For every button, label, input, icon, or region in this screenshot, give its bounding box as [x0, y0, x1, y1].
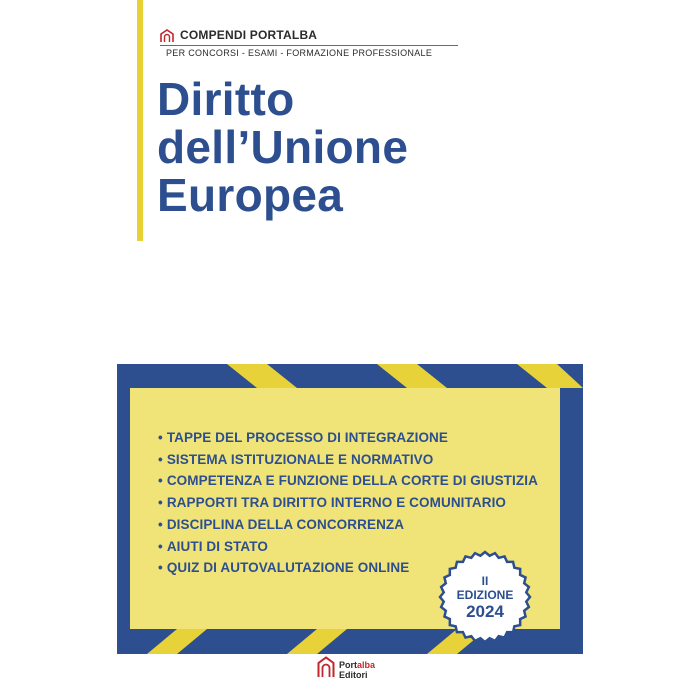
book-cover: [117, 0, 583, 700]
edition-seal: [437, 549, 533, 645]
title-line-2: dell’Unione: [157, 121, 409, 173]
topic-item: • AIUTI DI STATO: [158, 538, 268, 554]
edition-label: EDIZIONE: [456, 588, 514, 602]
topic-item: • QUIZ DI AUTOVALUTAZIONE ONLINE: [158, 560, 410, 576]
series-name: COMPENDI PORTALBA: [180, 28, 318, 42]
edition-text: [437, 575, 533, 622]
topic-item: • DISCIPLINA DELLA CONCORRENZA: [158, 516, 405, 532]
topic-item: • RAPPORTI TRA DIRITTO INTERNO E COMUNITARIO: [158, 495, 507, 511]
edition-number: II: [481, 574, 489, 588]
publisher-name: Portalba Editori: [339, 660, 376, 680]
house-arch-icon: [160, 29, 174, 43]
topics-panel: [117, 364, 583, 654]
publisher-logo: [317, 656, 397, 686]
yellow-accent-bar: [137, 0, 143, 241]
series-tagline: PER CONCORSI - ESAMI - FORMAZIONE PROFESSIONALE: [166, 48, 433, 58]
edition-year: 2024: [466, 602, 504, 621]
series-divider: [160, 45, 458, 46]
book-title: [157, 75, 408, 219]
topic-item: • COMPETENZA E FUNZIONE DELLA CORTE DI GIUSTIZIA: [158, 473, 538, 489]
title-line-3: Europea: [157, 169, 344, 221]
house-arch-icon: [317, 656, 335, 678]
topic-item: • TAPPE DEL PROCESSO DI INTEGRAZIONE: [158, 430, 449, 445]
title-line-1: Diritto: [157, 73, 295, 125]
topic-item: • SISTEMA ISTITUZIONALE E NORMATIVO: [158, 451, 434, 467]
